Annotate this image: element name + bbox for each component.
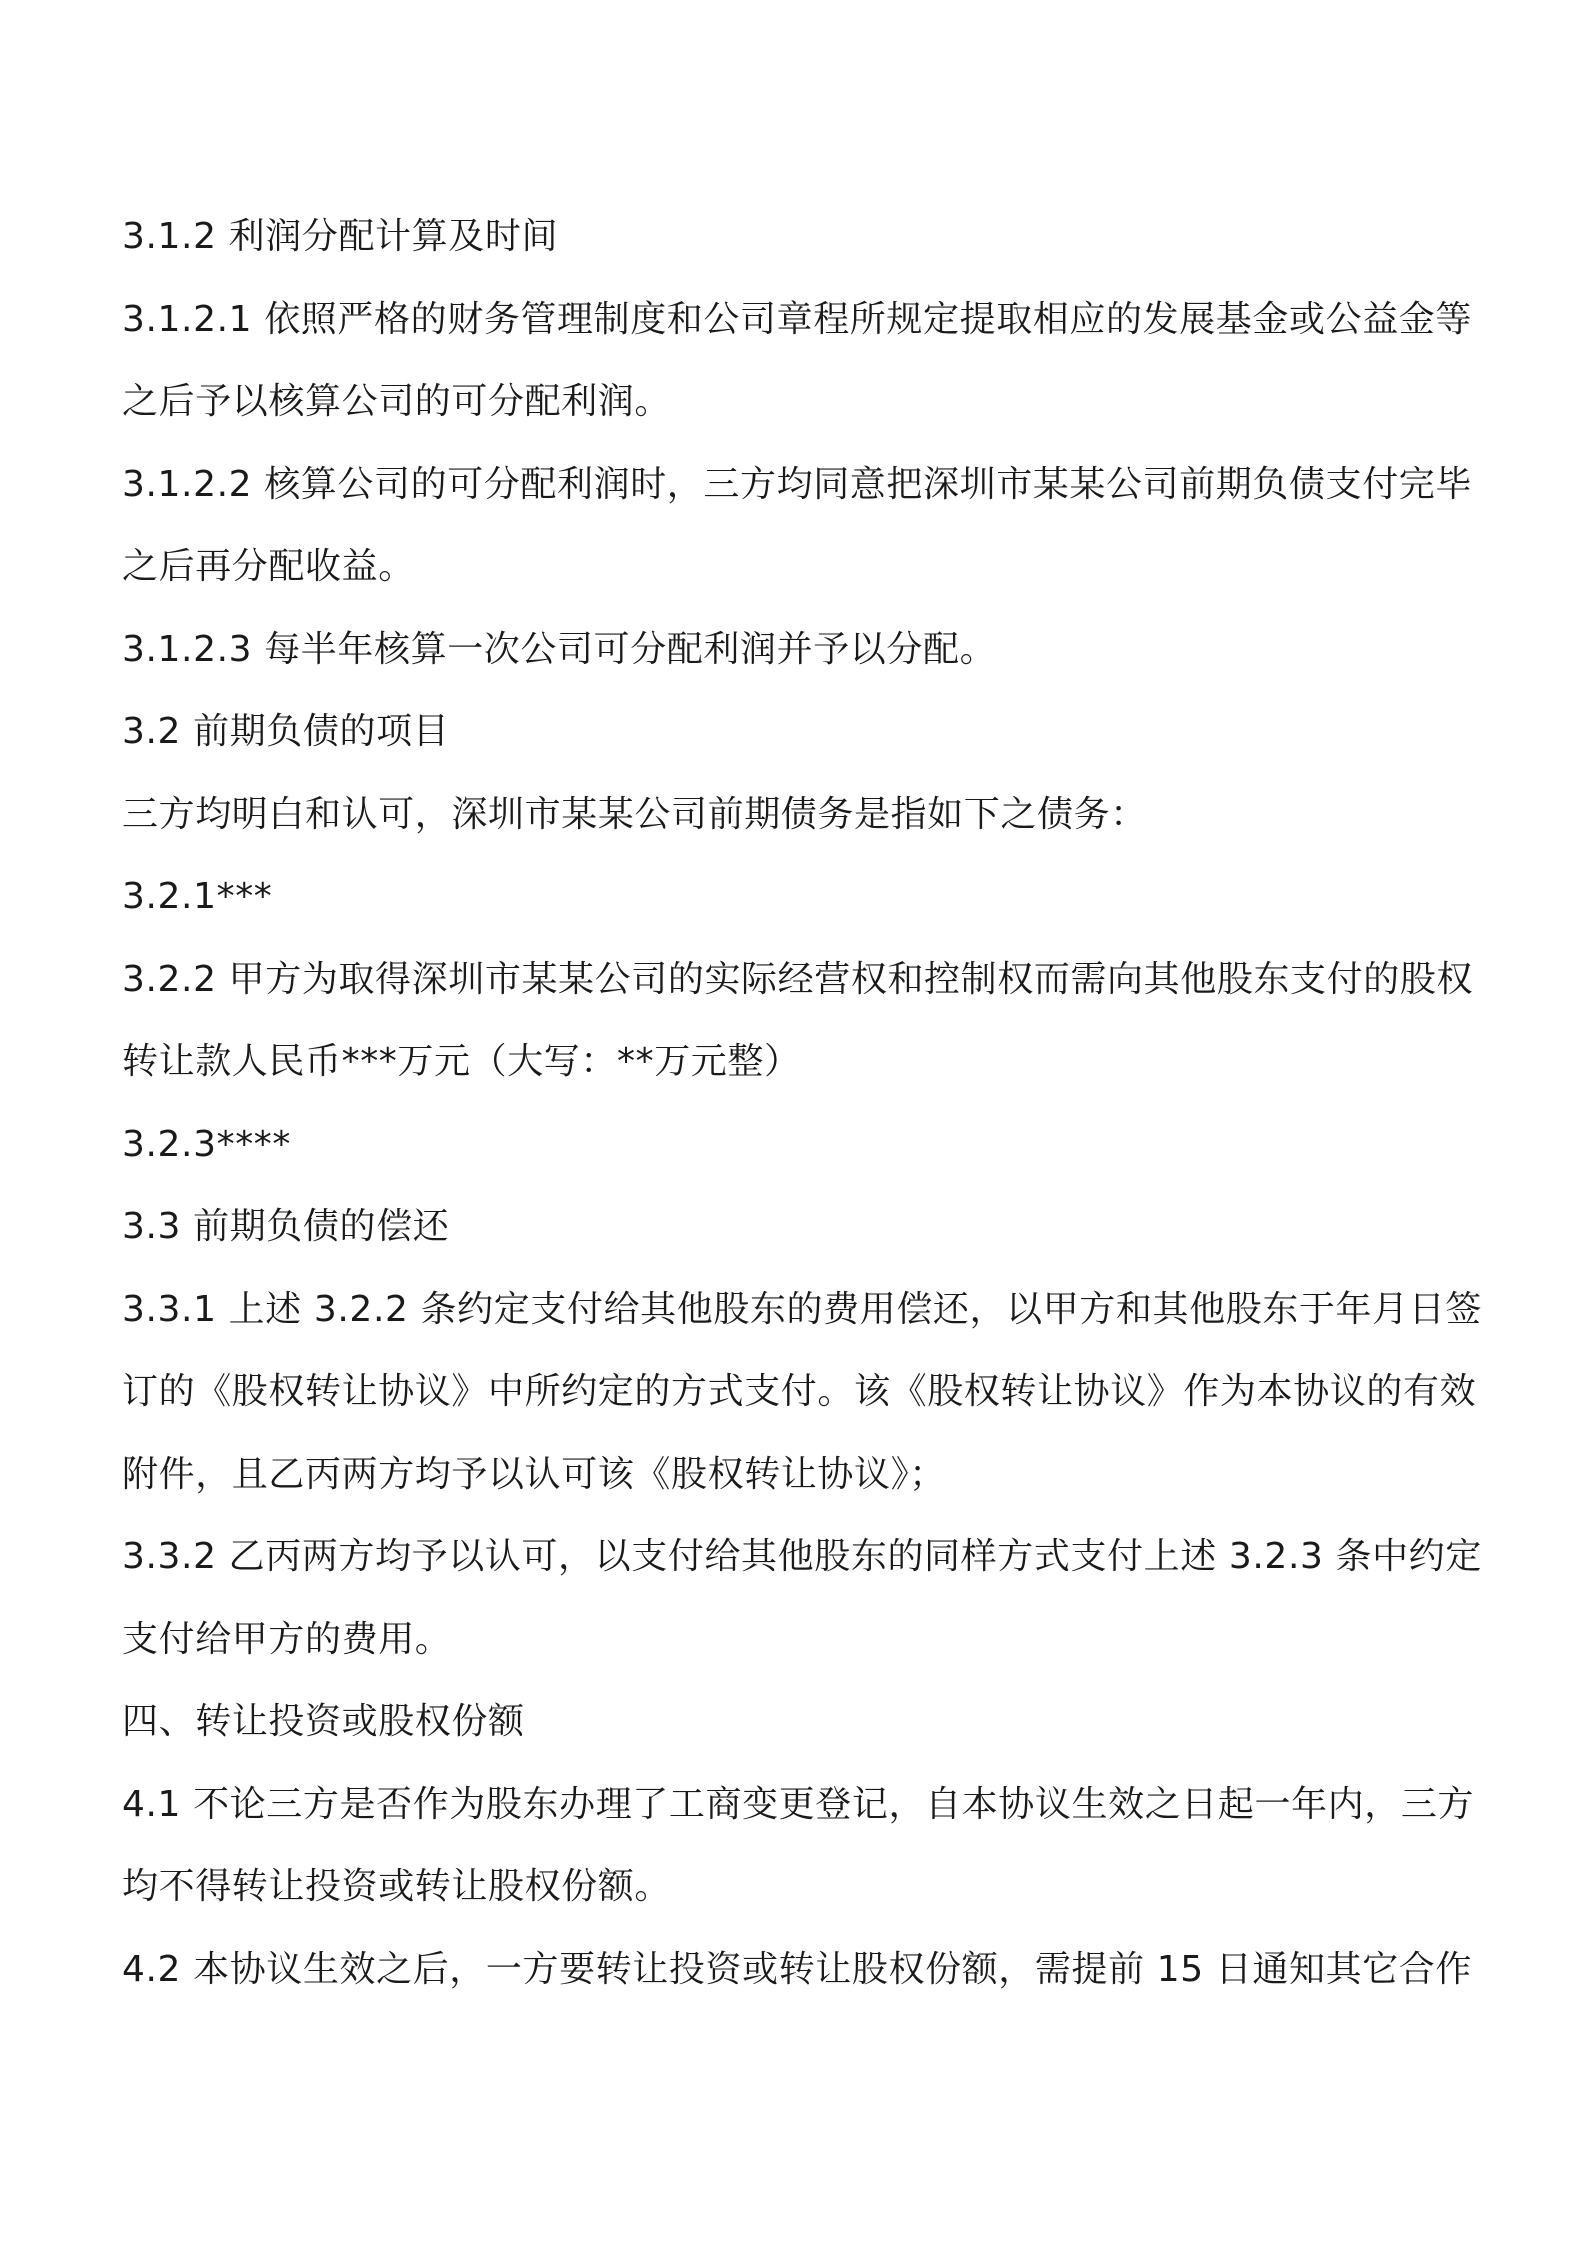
clause-3-2-2-line-1: 3.2.2 甲方为取得深圳市某某公司的实际经营权和控制权而需向其他股东支付的股权 <box>122 958 1474 1000</box>
clause-3-2-intro: 三方均明白和认可，深圳市某某公司前期债务是指如下之债务： <box>122 793 1147 835</box>
clause-3-2-2-line-2: 转让款人民币***万元（大写：**万元整） <box>122 1041 801 1082</box>
clause-3-2-3: 3.2.3**** <box>122 1123 291 1165</box>
section-heading-3-2: 3.2 前期负债的项目 <box>122 711 450 752</box>
clause-3-1-2-3: 3.1.2.3 每半年核算一次公司可分配利润并予以分配。 <box>122 628 997 670</box>
document-page <box>122 196 1492 2011</box>
clause-3-2-1: 3.2.1*** <box>122 876 273 917</box>
clause-4-1-line-2: 均不得转让投资或转让股权份额。 <box>122 1866 672 1907</box>
clause-3-1-2-1-line-1: 3.1.2.1 依照严格的财务管理制度和公司章程所规定提取相应的发展基金或公益金等 <box>122 298 1472 340</box>
clause-4-2-line-1: 4.2 本协议生效之后，一方要转让投资或转让股权份额，需提前 15 日通知其它合作 <box>122 1948 1472 1990</box>
clause-3-3-1-line-2: 订的《股权转让协议》中所约定的方式支付。该《股权转让协议》作为本协议的有效 <box>122 1371 1477 1412</box>
clause-4-1-line-1: 4.1 不论三方是否作为股东办理了工商变更登记，自本协议生效之日起一年内，三方 <box>122 1783 1475 1825</box>
clause-3-3-2-line-1: 3.3.2 乙丙两方均予以认可，以支付给其他股东的同样方式支付上述 3.2.3 条中约定 <box>122 1536 1482 1577</box>
section-heading-3-1-2: 3.1.2 利润分配计算及时间 <box>122 216 559 257</box>
clause-3-3-1-line-1: 3.3.1 上述 3.2.2 条约定支付给其他股东的费用偿还，以甲方和其他股东于年月日签 <box>122 1288 1482 1330</box>
clause-3-3-1-line-3: 附件，且乙丙两方均予以认可该《股权转让协议》； <box>122 1453 946 1495</box>
clause-3-1-2-1-line-2: 之后予以核算公司的可分配利润。 <box>122 381 672 422</box>
clause-3-1-2-2-line-1: 3.1.2.2 核算公司的可分配利润时，三方均同意把深圳市某某公司前期负债支付完毕 <box>122 463 1472 505</box>
clause-3-3-2-line-2: 支付给甲方的费用。 <box>122 1618 452 1660</box>
section-heading-4: 四、转让投资或股权份额 <box>122 1701 525 1742</box>
clause-3-1-2-2-line-2: 之后再分配收益。 <box>122 546 415 587</box>
section-heading-3-3: 3.3 前期负债的偿还 <box>122 1206 450 1247</box>
